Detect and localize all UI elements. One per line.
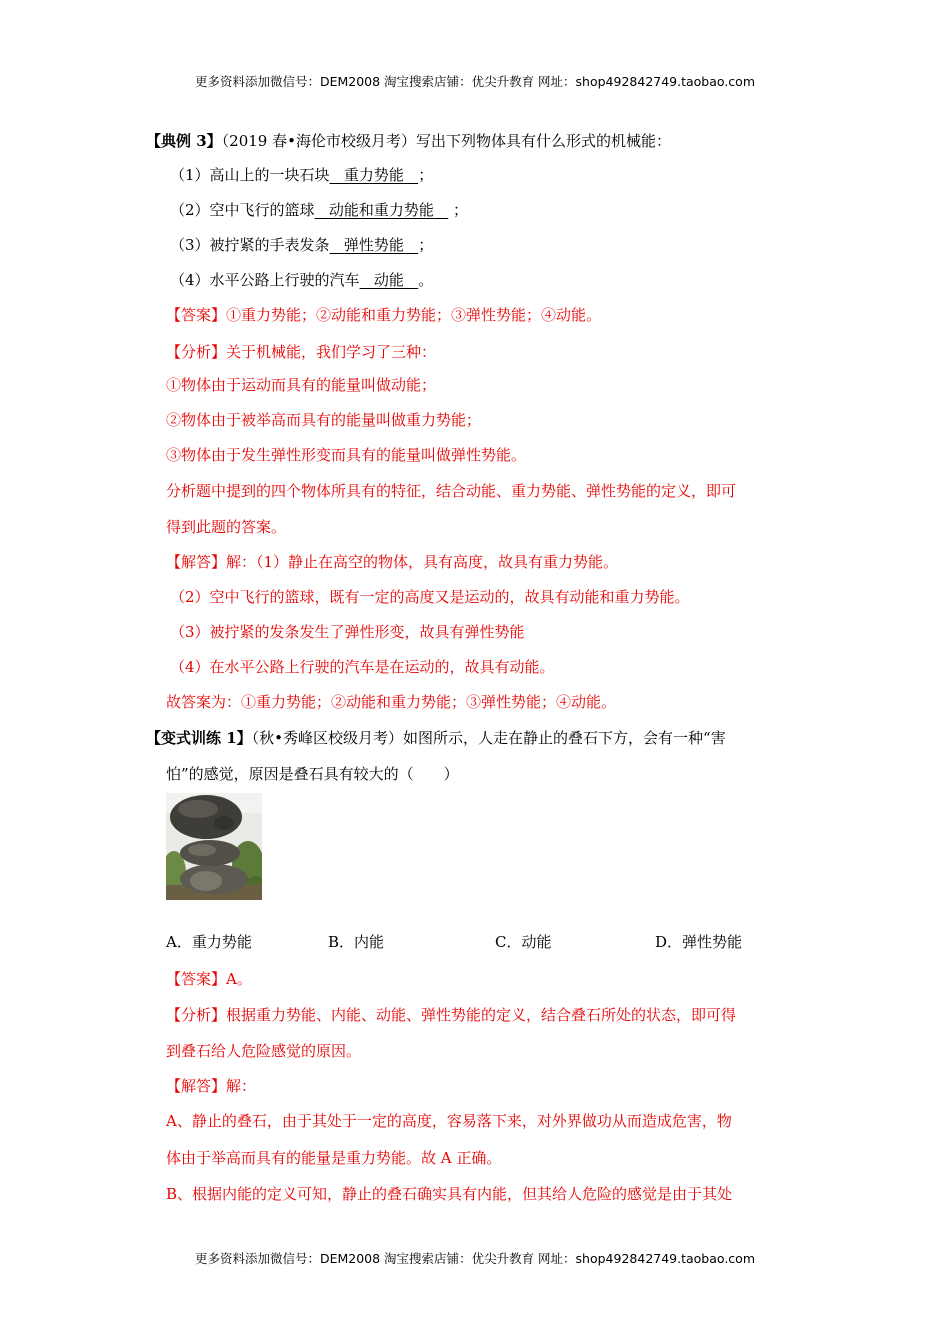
variant1-question-line1: （秋•秀峰区校级月考）如图所示，人走在静止的叠石下方，会有一种“害 (251, 729, 726, 747)
item-prefix: （3）被拧紧的手表发条 (170, 236, 330, 254)
item-suffix: ； (452, 201, 468, 219)
example3-answer: 【答案】①重力势能；②动能和重力势能；③弹性势能；④动能。 (166, 306, 602, 324)
example3-item-3 (170, 235, 433, 255)
example3-solution-4: （4）在水平公路上行驶的汽车是在运动的，故具有动能。 (170, 658, 555, 676)
example3-analysis-5: 分析题中提到的四个物体所具有的特征，结合动能、重力势能、弹性势能的定义，即可 (166, 482, 737, 500)
example3-solution-3: （3）被拧紧的发条发生了弹性形变，故具有弹性势能 (170, 623, 525, 641)
variant1-solution-4: B、根据内能的定义可知，静止的叠石确实具有内能，但其给人危险的感觉是由于其处 (166, 1185, 733, 1203)
item-prefix: （1）高山上的一块石块 (170, 166, 330, 184)
page-header: 更多资料添加微信号：DEM2008 淘宝搜索店铺：优尖升教育 网址：shop492842749.taobao.com (194, 74, 756, 89)
variant1-analysis-2: 到叠石给人危险感觉的原因。 (166, 1042, 362, 1060)
example3-heading (146, 131, 671, 151)
example3-analysis-4: ③物体由于发生弹性形变而具有的能量叫做弹性势能。 (166, 446, 527, 464)
variant1-solution-2: A、静止的叠石，由于其处于一定的高度，容易落下来，对外界做功从而造成危害，物 (166, 1112, 732, 1130)
variant1-question-line2: 怕”的感觉，原因是叠石具有较大的（ ） (166, 765, 459, 783)
option-b: B．内能 (328, 933, 385, 951)
item-suffix: ； (418, 236, 434, 254)
item-suffix: ； (418, 166, 434, 184)
variant1-heading (146, 728, 726, 748)
example3-analysis-6: 得到此题的答案。 (166, 518, 287, 536)
page-footer: 更多资料添加微信号：DEM2008 淘宝搜索店铺：优尖升教育 网址：shop492842749.taobao.com (194, 1251, 756, 1266)
variant1-analysis-1: 【分析】根据重力势能、内能、动能、弹性势能的定义，结合叠石所处的状态，即可得 (166, 1006, 737, 1024)
example3-solution-5: 故答案为：①重力势能；②动能和重力势能；③弹性势能；④动能。 (166, 693, 617, 711)
example3-analysis-1: 【分析】关于机械能，我们学习了三种： (166, 343, 437, 361)
variant1-solution-3: 体由于举高而具有的能量是重力势能。故 A 正确。 (166, 1149, 502, 1167)
variant1-answer: 【答案】A。 (166, 970, 252, 988)
example3-analysis-3: ②物体由于被举高而具有的能量叫做重力势能； (166, 411, 482, 429)
variant1-solution-1: 【解答】解： (166, 1077, 257, 1095)
example3-solution-1: 【解答】解：（1）静止在高空的物体，具有高度，故具有重力势能。 (166, 553, 619, 571)
item-answer: 弹性势能 (343, 236, 404, 254)
option-d: D．弹性势能 (655, 933, 743, 951)
example3-solution-2: （2）空中飞行的篮球，既有一定的高度又是运动的，故具有动能和重力势能。 (170, 588, 690, 606)
example3-analysis-2: ①物体由于运动而具有的能量叫做动能； (166, 376, 437, 394)
item-suffix: 。 (418, 271, 434, 289)
option-a: A．重力势能 (166, 933, 252, 951)
item-prefix: （4）水平公路上行驶的汽车 (170, 271, 360, 289)
example3-tag: 【典例 3】 (146, 132, 222, 150)
example3-item-4 (170, 270, 433, 290)
stacked-rocks-photo (166, 793, 262, 900)
item-prefix: （2）空中飞行的篮球 (170, 201, 315, 219)
variant1-tag: 【变式训练 1】 (146, 729, 252, 747)
option-c: C．动能 (495, 933, 552, 951)
item-answer: 动能和重力势能 (328, 201, 434, 219)
example3-source: （2019 春•海伦市校级月考）写出下列物体具有什么形式的机械能： (221, 132, 671, 150)
example3-item-1 (170, 165, 433, 185)
item-answer: 重力势能 (343, 166, 404, 184)
item-answer: 动能 (373, 271, 404, 289)
example3-item-2 (170, 200, 468, 220)
